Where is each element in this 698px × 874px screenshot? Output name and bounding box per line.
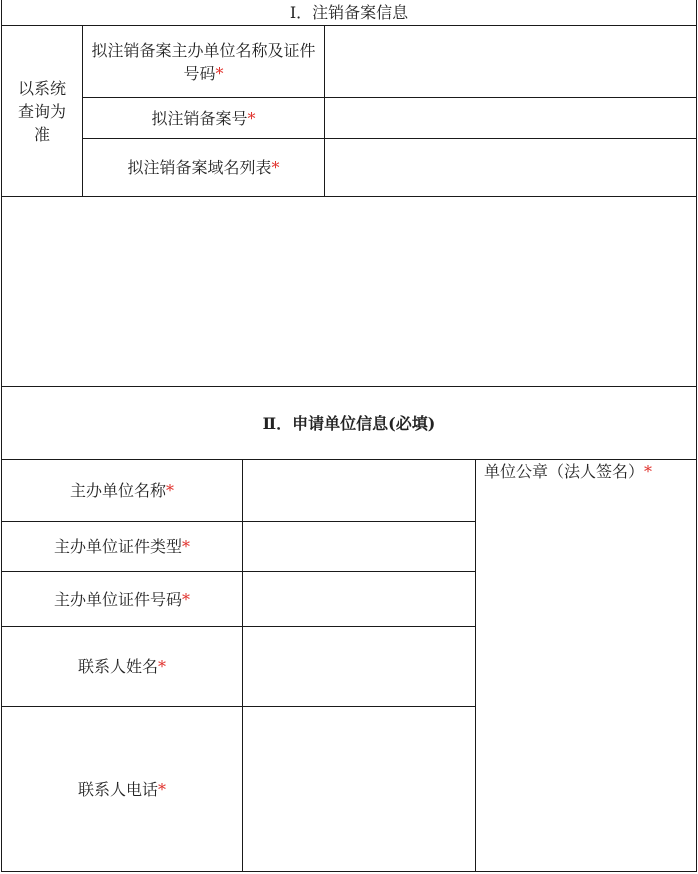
required-mark: * — [182, 537, 190, 556]
org-name-field[interactable] — [243, 460, 475, 521]
contact-name-field[interactable] — [243, 627, 475, 706]
required-mark: * — [182, 589, 190, 609]
cancel-entity-name-text: 拟注销备案主办单位名称及证件号码 — [91, 40, 316, 83]
contact-phone-text: 联系人电话 — [77, 779, 158, 799]
contact-name-label — [2, 627, 242, 706]
blank-area[interactable] — [2, 197, 696, 386]
seal-signature-label: 单位公章（法人签名） — [484, 462, 645, 481]
org-id-type-text: 主办单位证件类型 — [53, 537, 182, 556]
contact-phone-label — [2, 707, 242, 871]
required-mark: * — [158, 779, 166, 799]
required-mark: * — [247, 108, 256, 128]
contact-name-text: 联系人姓名 — [77, 657, 158, 676]
cancel-entity-name-label — [83, 26, 324, 97]
section2-title-text: Ⅱ．申请单位信息(必填) — [262, 413, 436, 433]
required-mark: * — [215, 63, 224, 83]
org-id-number-label — [2, 572, 242, 626]
required-mark: * — [271, 158, 280, 177]
query-note-text: 以系统查询为准 — [17, 78, 66, 144]
required-mark: * — [644, 462, 653, 481]
query-note-label — [8, 26, 76, 196]
cancel-entity-name-field[interactable] — [325, 26, 696, 97]
org-id-type-field[interactable] — [243, 522, 475, 571]
cancel-record-number-label — [83, 98, 324, 138]
section1-title-text: Ⅰ．注销备案信息 — [289, 3, 409, 22]
org-id-number-field[interactable] — [243, 572, 475, 626]
org-name-label — [2, 460, 242, 521]
cancel-record-number-text: 拟注销备案号 — [151, 108, 248, 128]
section1-title — [1, 0, 697, 25]
org-id-type-label — [2, 522, 242, 571]
cancel-domain-list-text: 拟注销备案域名列表 — [127, 158, 272, 177]
cancel-record-number-field[interactable] — [325, 98, 696, 138]
cancel-domain-list-field[interactable] — [325, 139, 696, 196]
section2-title — [2, 387, 696, 459]
cancel-domain-list-label — [83, 139, 324, 196]
required-mark: * — [158, 657, 166, 676]
seal-signature-box[interactable] — [476, 460, 696, 871]
org-id-number-text: 主办单位证件号码 — [53, 589, 182, 609]
required-mark: * — [166, 481, 174, 500]
contact-phone-field[interactable] — [243, 707, 475, 871]
org-name-text: 主办单位名称 — [69, 481, 166, 500]
